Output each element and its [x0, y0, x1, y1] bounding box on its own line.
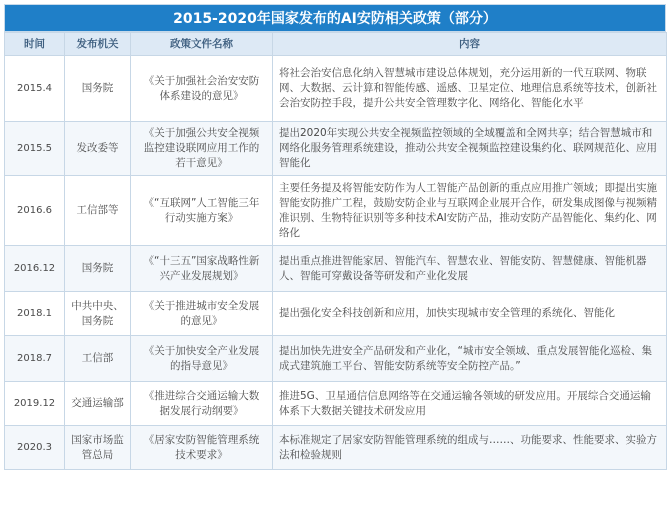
header-content: 内容: [273, 33, 667, 56]
cell-date: 2018.1: [5, 292, 65, 336]
cell-doc: 《关于加强社会治安安防体系建设的意见》: [131, 56, 273, 122]
cell-content: 提出加快先进安全产品研发和产业化，“城市安全领域、重点发展智能化巡检、集成式建筑施工平台、智能安防系统等安全防控产品。”: [273, 336, 667, 382]
cell-content: 主要任务提及将智能安防作为人工智能产品创新的重点应用推广领域；即提出实施智能安防推广工程，鼓励安防企业与互联网企业展开合作，研发集成图像与视频精准识别、生物特征识别等多种技术AI安防产品，推动安防产品智能化、集约化、网络化: [273, 176, 667, 246]
cell-content: 将社会治安信息化纳入智慧城市建设总体规划，充分运用新的一代互联网、物联网、大数据、云计算和智能传感、遥感、卫星定位、地理信息系统等技术，创新社会治安防控手段，提升公共安全管理数字化、网络化、智能化水平: [273, 56, 667, 122]
cell-date: 2016.6: [5, 176, 65, 246]
cell-date: 2018.7: [5, 336, 65, 382]
cell-org: 工信部: [65, 336, 131, 382]
cell-doc: 《关于加强公共安全视频监控建设联网应用工作的若干意见》: [131, 122, 273, 176]
cell-doc: 《推进综合交通运输大数据发展行动纲要》: [131, 382, 273, 426]
header-doc: 政策文件名称: [131, 33, 273, 56]
table-row: [5, 122, 667, 176]
cell-content: 提出强化安全科技创新和应用，加快实现城市安全管理的系统化、智能化: [273, 292, 667, 336]
cell-doc: 《“互联网”人工智能三年行动实施方案》: [131, 176, 273, 246]
cell-doc: 《居家安防智能管理系统技术要求》: [131, 426, 273, 470]
cell-content: 提出重点推进智能家居、智能汽车、智慧农业、智能安防、智慧健康、智能机器人、智能可穿戴设备等研发和产业化发展: [273, 246, 667, 292]
policy-table-container: [4, 4, 666, 470]
cell-date: 2020.3: [5, 426, 65, 470]
cell-doc: 《关于推进城市安全发展的意见》: [131, 292, 273, 336]
cell-org: 国家市场监管总局: [65, 426, 131, 470]
table-header-row: [5, 33, 667, 56]
cell-content: 提出2020年实现公共安全视频监控领域的全域覆盖和全网共享；结合智慧城市和网络化服务管理系统建设，推动公共安全视频监控建设集约化、联网规范化、应用智能化: [273, 122, 667, 176]
header-date: 时间: [5, 33, 65, 56]
cell-content: 推进5G、卫星通信信息网络等在交通运输各领域的研发应用。开展综合交通运输体系下大数据关键技术研发应用: [273, 382, 667, 426]
table-row: [5, 426, 667, 470]
table-row: [5, 246, 667, 292]
cell-org: 交通运输部: [65, 382, 131, 426]
cell-org: 国务院: [65, 56, 131, 122]
table-row: [5, 382, 667, 426]
cell-date: 2019.12: [5, 382, 65, 426]
cell-doc: 《关于加快安全产业发展的指导意见》: [131, 336, 273, 382]
table-row: [5, 292, 667, 336]
cell-content: 本标准规定了居家安防智能管理系统的组成与……、功能要求、性能要求、实验方法和检验规则: [273, 426, 667, 470]
table-title: 2015-2020年国家发布的AI安防相关政策（部分）: [4, 4, 666, 32]
table-row: [5, 176, 667, 246]
cell-date: 2016.12: [5, 246, 65, 292]
cell-date: 2015.4: [5, 56, 65, 122]
table-row: [5, 56, 667, 122]
table-row: [5, 336, 667, 382]
cell-date: 2015.5: [5, 122, 65, 176]
cell-org: 国务院: [65, 246, 131, 292]
header-org: 发布机关: [65, 33, 131, 56]
policy-table: [4, 32, 667, 470]
cell-org: 中共中央、国务院: [65, 292, 131, 336]
cell-org: 发改委等: [65, 122, 131, 176]
cell-org: 工信部等: [65, 176, 131, 246]
cell-doc: 《“十三五”国家战略性新兴产业发展规划》: [131, 246, 273, 292]
